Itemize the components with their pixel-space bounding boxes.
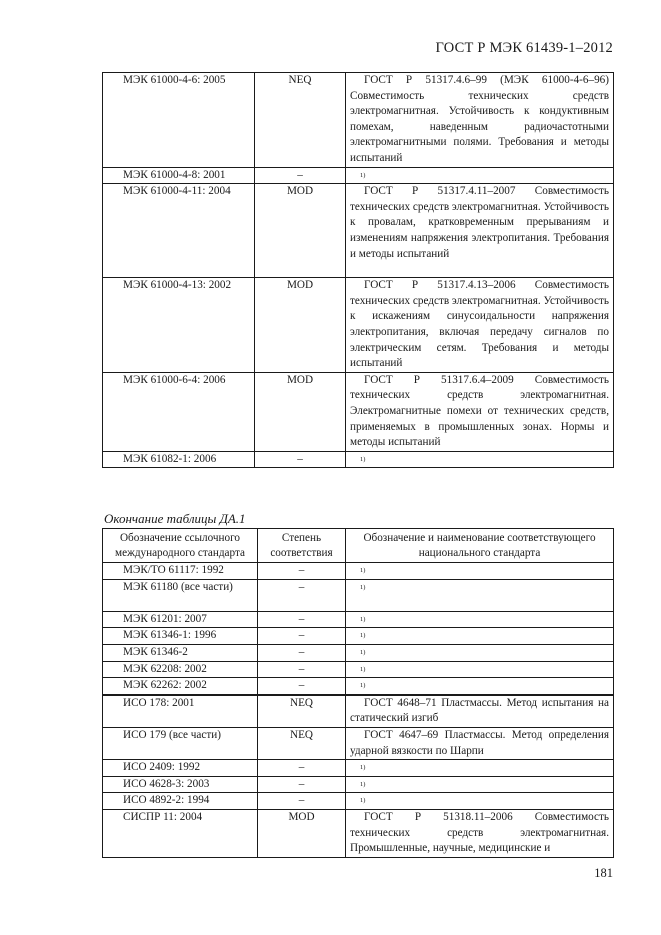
footnote-mark: 1) xyxy=(346,661,614,678)
column-header-ref: Обозначение ссылочного международного стандарта xyxy=(103,529,258,563)
table-row xyxy=(103,776,614,793)
table-row xyxy=(103,451,614,468)
column-header-standard: Обозначение и наименование соответствующего национального стандарта xyxy=(346,529,614,563)
page-number: 181 xyxy=(594,866,613,880)
degree-cell: – xyxy=(258,644,346,661)
ref-standard-cell: СИСПР 11: 2004 xyxy=(103,809,258,857)
table-row xyxy=(103,628,614,645)
reference-table-bottom xyxy=(102,528,614,858)
table-header-row xyxy=(103,529,614,563)
table-row xyxy=(103,184,614,278)
degree-cell: MOD xyxy=(255,372,346,451)
ref-standard-cell: МЭК 61000-4-8: 2001 xyxy=(103,167,255,184)
reference-table-top xyxy=(102,72,614,468)
ref-standard-cell: ИСО 4628-3: 2003 xyxy=(103,776,258,793)
ref-standard-cell: МЭК 62208: 2002 xyxy=(103,661,258,678)
footnote-mark: 1) xyxy=(346,760,614,777)
table-caption: Окончание таблицы ДА.1 xyxy=(104,511,246,526)
footnote-mark: 1) xyxy=(346,776,614,793)
table-row xyxy=(103,372,614,451)
table-row xyxy=(103,760,614,777)
ref-standard-cell: ИСО 4892-2: 1994 xyxy=(103,793,258,810)
ref-standard-cell: МЭК 61346-1: 1996 xyxy=(103,628,258,645)
degree-cell: NEQ xyxy=(255,73,346,168)
national-standard-cell: ГОСТ 4647–69 Пластмассы. Метод определения ударной вязкости по Шарпи xyxy=(346,727,614,759)
ref-standard-cell: МЭК 61000-4-6: 2005 xyxy=(103,73,255,168)
table-row xyxy=(103,678,614,695)
table-row xyxy=(103,793,614,810)
degree-cell: NEQ xyxy=(258,695,346,728)
national-standard-cell: ГОСТ Р 51317.6.4–2009 Совместимость технических средств электромагнитная. Электромагнитные помехи от технических средств, применяемых в промышленных зонах. Нормы и методы испытаний xyxy=(346,372,614,451)
column-header-degree: Степень соответствия xyxy=(258,529,346,563)
degree-cell: – xyxy=(258,776,346,793)
footnote-mark: 1) xyxy=(346,579,614,611)
footnote-mark: 1) xyxy=(346,563,614,580)
national-standard-cell: ГОСТ Р 51318.11–2006 Совместимость технических средств электромагнитная. Промышленные, научные, медицинские и xyxy=(346,809,614,857)
footnote-mark: 1) xyxy=(346,167,614,184)
ref-standard-cell: МЭК 62262: 2002 xyxy=(103,678,258,695)
degree-cell: – xyxy=(255,451,346,468)
footnote-mark: 1) xyxy=(346,644,614,661)
footnote-mark: 1) xyxy=(346,628,614,645)
table-row xyxy=(103,563,614,580)
degree-cell: – xyxy=(258,760,346,777)
table-row xyxy=(103,644,614,661)
table-row xyxy=(103,727,614,759)
degree-cell: MOD xyxy=(255,184,346,278)
table-row xyxy=(103,611,614,628)
ref-standard-cell: ИСО 178: 2001 xyxy=(103,695,258,728)
table-row xyxy=(103,167,614,184)
footnote-mark: 1) xyxy=(346,793,614,810)
national-standard-cell: ГОСТ Р 51317.4.11–2007 Совместимость технических средств электромагнитная. Устойчивость к провалам, кратковременным прерываниям и изменениям напряжения электропитания. Требования и методы испытаний xyxy=(346,184,614,278)
ref-standard-cell: МЭК 61082-1: 2006 xyxy=(103,451,255,468)
degree-cell: MOD xyxy=(255,278,346,373)
degree-cell: – xyxy=(258,611,346,628)
degree-cell: – xyxy=(258,678,346,695)
table-row xyxy=(103,661,614,678)
ref-standard-cell: МЭК 61180 (все части) xyxy=(103,579,258,611)
degree-cell: – xyxy=(255,167,346,184)
page-header-title: ГОСТ Р МЭК 61439-1–2012 xyxy=(435,40,613,56)
national-standard-cell: ГОСТ Р 51317.4.13–2006 Совместимость технических средств электромагнитная. Устойчивость к искажениям синусоидальности напряжения электропитания, включая передачу сигналов по электрическим сетям. Требования и методы испытаний xyxy=(346,278,614,373)
degree-cell: – xyxy=(258,793,346,810)
degree-cell: MOD xyxy=(258,809,346,857)
ref-standard-cell: МЭК/ТО 61117: 1992 xyxy=(103,563,258,580)
degree-cell: – xyxy=(258,628,346,645)
degree-cell: NEQ xyxy=(258,727,346,759)
degree-cell: – xyxy=(258,579,346,611)
table-row xyxy=(103,695,614,728)
ref-standard-cell: МЭК 61201: 2007 xyxy=(103,611,258,628)
table-row xyxy=(103,73,614,168)
national-standard-cell: ГОСТ 4648–71 Пластмассы. Метод испытания на статический изгиб xyxy=(346,695,614,728)
ref-standard-cell: МЭК 61000-4-11: 2004 xyxy=(103,184,255,278)
ref-standard-cell: МЭК 61000-6-4: 2006 xyxy=(103,372,255,451)
ref-standard-cell: МЭК 61000-4-13: 2002 xyxy=(103,278,255,373)
table-row xyxy=(103,809,614,857)
footnote-mark: 1) xyxy=(346,451,614,468)
ref-standard-cell: ИСО 2409: 1992 xyxy=(103,760,258,777)
ref-standard-cell: МЭК 61346-2 xyxy=(103,644,258,661)
degree-cell: – xyxy=(258,563,346,580)
table-row xyxy=(103,278,614,373)
footnote-mark: 1) xyxy=(346,678,614,695)
degree-cell: – xyxy=(258,661,346,678)
national-standard-cell: ГОСТ Р 51317.4.6–99 (МЭК 61000-4-6–96) Совместимость технических средств электромагнитная. Устойчивость к кондуктивным помехам, наведенным радиочастотными электромагнитными полями. Требования и методы испытаний xyxy=(346,73,614,168)
ref-standard-cell: ИСО 179 (все части) xyxy=(103,727,258,759)
footnote-mark: 1) xyxy=(346,611,614,628)
table-row xyxy=(103,579,614,611)
